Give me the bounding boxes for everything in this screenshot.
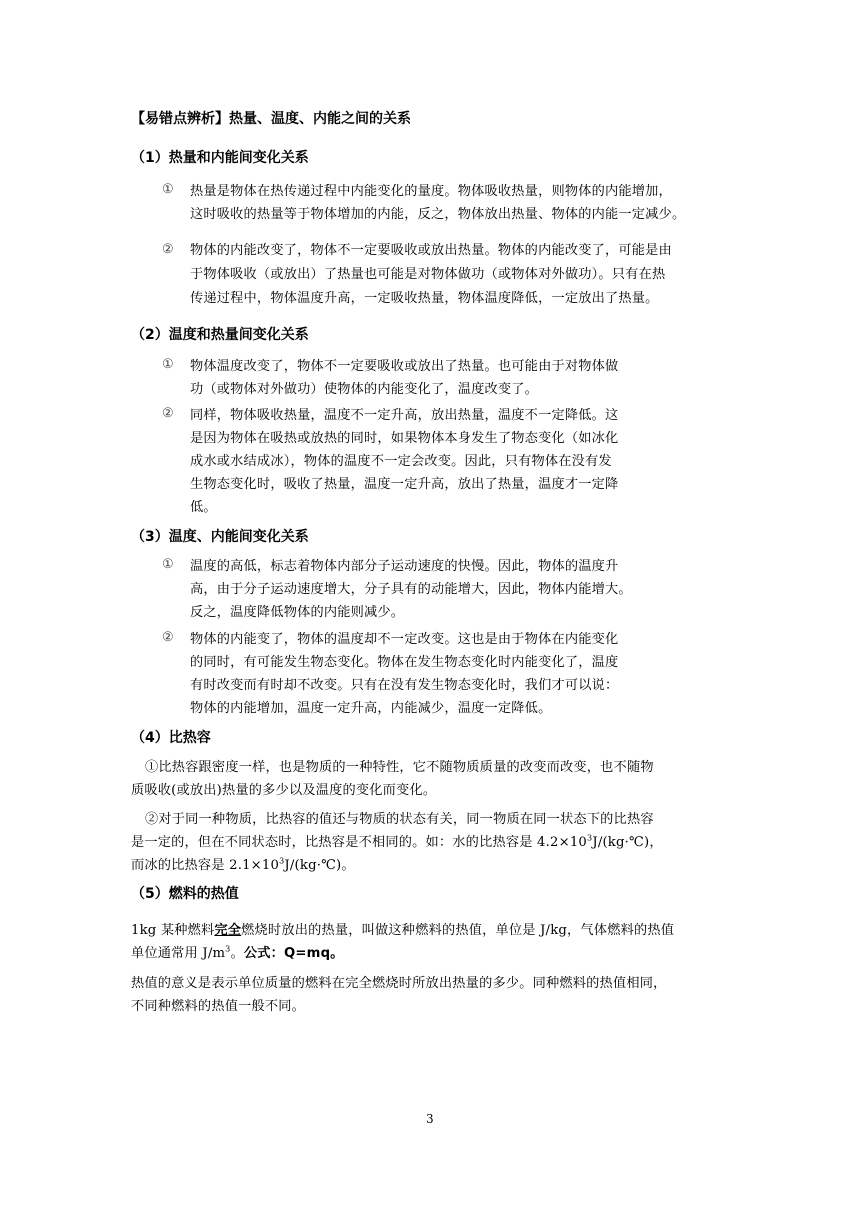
- s2-item-1-line-1: 物体温度改变了，物体不一定要吸收或放出了热量。也可能由于对物体做: [190, 359, 619, 374]
- s2-item-2-line-5: 低。: [190, 500, 217, 515]
- s5-para-2-line-2: 不同种燃料的热值一般不同。: [131, 999, 306, 1014]
- s2-item-2-line-3: 成水或水结成冰），物体的温度不一定会改变。因此，只有物体在没有发: [190, 454, 612, 469]
- page-title: 【易错点辨析】热量、温度、内能之间的关系: [131, 111, 411, 127]
- s4-para-2-line-1: ②对于同一种物质，比热容的值还与物质的状态有关，同一物质在同一状态下的比热容: [145, 812, 654, 827]
- s4-para-2-line-3: 而冰的比热容是 $2.1\times 10^3J/(kg\cdot℃)$。: [131, 856, 355, 873]
- s4-para-1-line-2: 质吸收(或放出)热量的多少以及温度的变化而变化。: [131, 783, 437, 798]
- s3-item-1-line-1: 温度的高低，标志着物体内部分子运动速度的快慢。因此，物体的温度升: [190, 559, 619, 574]
- s1-item-2-number: ②: [162, 242, 174, 257]
- s1-item-2-line-2: 于物体吸收（或放出）了热量也可能是对物体做功（或物体对外做功）。只有在热: [190, 267, 666, 282]
- s2-item-2-line-2: 是因为物体在吸热或放热的同时，如果物体本身发生了物态变化（如冰化: [190, 431, 619, 446]
- s1-item-1-line-2: 这时吸收的热量等于物体增加的内能，反之，物体放出热量、物体的内能一定减少。: [190, 207, 686, 222]
- s1-item-1-line-1: 热量是物体在热传递过程中内能变化的量度。物体吸收热量，则物体的内能增加，: [190, 184, 672, 199]
- s3-item-2-line-1: 物体的内能变了，物体的温度却不一定改变。这也是由于物体在内能变化: [190, 632, 619, 647]
- s1-item-1-number: ①: [162, 182, 174, 197]
- section-2-heading: （2）温度和热量间变化关系: [131, 327, 309, 343]
- page-number: 3: [426, 1112, 434, 1126]
- emphasis-complete: 完全: [214, 923, 242, 938]
- s2-item-2-line-1: 同样，物体吸收热量，温度不一定升高，放出热量，温度不一定降低。这: [190, 408, 619, 423]
- s4-para-1-line-1: ①比热容跟密度一样，也是物质的一种特性，它不随物质质量的改变而改变，也不随物: [145, 760, 654, 775]
- s2-item-1-line-2: 功（或物体对外做功）使物体的内能变化了，温度改变了。: [190, 382, 539, 397]
- s3-item-2-line-2: 的同时，有可能发生物态变化。物体在发生物态变化时内能变化了，温度: [190, 655, 619, 670]
- s3-item-2-number: ②: [162, 630, 174, 645]
- s2-item-2-number: ②: [162, 406, 174, 421]
- s4-para-2-line-2: 是一定的，但在不同状态时，比热容是不相同的。如：水的比热容是 $4.2\times 10^3J/(kg\cdot℃)$，: [131, 833, 663, 850]
- s1-item-2-line-1: 物体的内能改变了，物体不一定要吸收或放出热量。物体的内能改变了，可能是由: [190, 243, 672, 258]
- s3-item-1-line-2: 高，由于分子运动速度增大，分子具有的动能增大，因此，物体内能增大。: [190, 582, 632, 597]
- s1-item-2-line-3: 传递过程中，物体温度升高，一定吸收热量，物体温度降低，一定放出了热量。: [190, 291, 659, 306]
- formula: 公式：Q=mq。: [243, 946, 344, 961]
- s5-line-1: 1kg 某种燃料完全燃烧时放出的热量，叫做这种燃料的热值，单位是 J/kg，气体燃料的热值: [131, 923, 675, 938]
- s3-item-2-line-4: 物体的内能增加，温度一定升高，内能减少，温度一定降低。: [190, 701, 552, 716]
- s3-item-1-line-3: 反之，温度降低物体的内能则减少。: [190, 605, 405, 620]
- section-5-heading: （5）燃料的热值: [131, 886, 239, 902]
- s5-line-2: 单位通常用 $J/m^3$。公式：Q=mq。: [131, 944, 344, 961]
- s2-item-2-line-4: 生物态变化时，吸收了热量，温度一定升高，放出了热量，温度才一定降: [190, 477, 619, 492]
- s2-item-1-number: ①: [162, 357, 174, 372]
- s3-item-2-line-3: 有时改变而有时却不改变。只有在没有发生物态变化时，我们才可以说：: [190, 678, 619, 693]
- section-1-heading: （1）热量和内能间变化关系: [131, 150, 309, 166]
- section-3-heading: （3）温度、内能间变化关系: [131, 529, 309, 545]
- section-4-heading: （4）比热容: [131, 730, 211, 746]
- s5-para-2-line-1: 热值的意义是表示单位质量的燃料在完全燃烧时所放出热量的多少。同种燃料的热值相同，: [131, 976, 667, 991]
- s3-item-1-number: ①: [162, 557, 174, 572]
